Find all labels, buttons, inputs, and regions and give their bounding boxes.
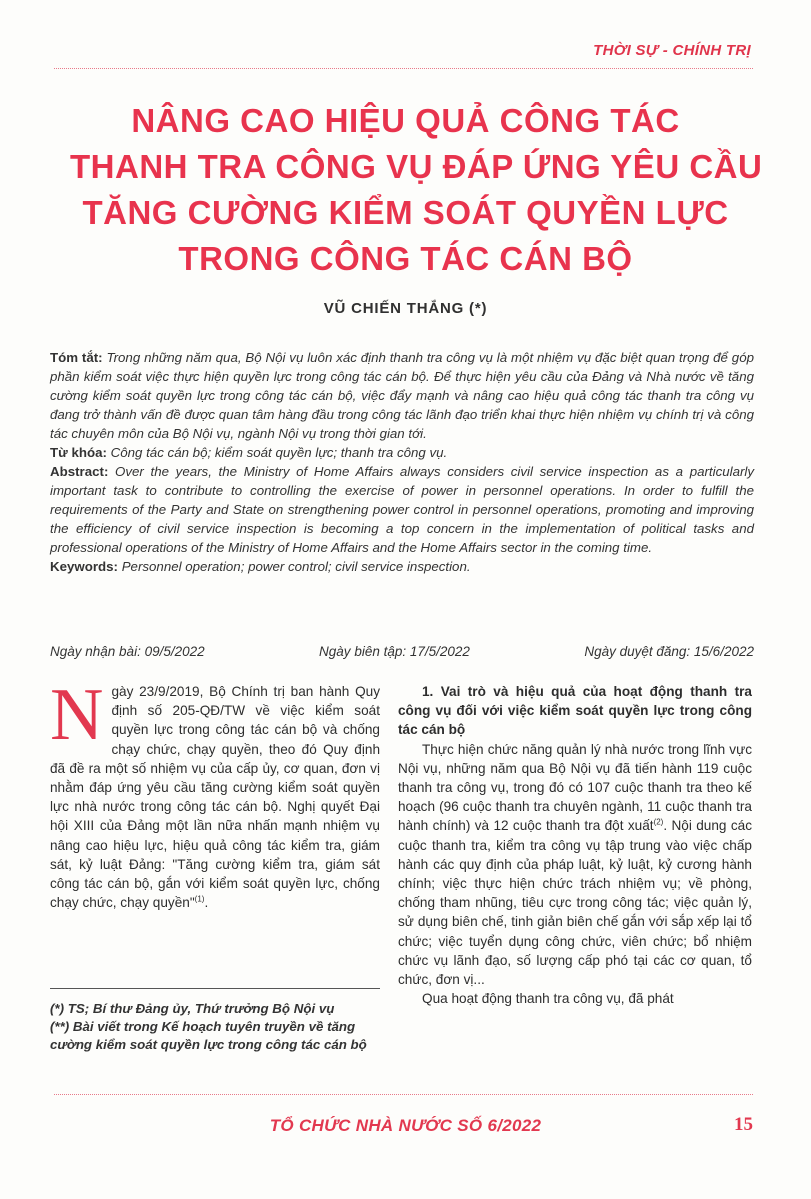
summary-label: Tóm tắt: [50, 350, 103, 365]
footnote-ref: (2) [653, 817, 664, 827]
para1-rest: . Nội dung các cuộc thanh tra, kiểm tra công vụ tập trung vào việc chấp hành các quy định của pháp luật, kỷ luật, kỷ cương hành chính; việc thực hiện chức trách nhiệm vụ; về phòng, chống tham nhũng, tiêu cực trong công tác; việc quản lý, sử dụng biên chế, tinh giản biên chế gắn với sắp xếp lại tổ chức; việc tuyển dụng công chức, viên chức; bổ nhiệm chức vụ lãnh đạo, số lượng cấp phó tại các cơ quan, tổ chức, đơn vị... [398, 818, 752, 988]
keywords-en [50, 557, 754, 576]
title-line: TRONG CÔNG TÁC CÁN BỘ [178, 240, 633, 277]
date-received: Ngày nhận bài: 09/5/2022 [50, 644, 205, 659]
abstract-block [50, 348, 754, 576]
date-approved: Ngày duyệt đăng: 15/6/2022 [584, 644, 754, 659]
summary-vi [50, 348, 754, 443]
right-column [398, 682, 752, 1008]
author: VŨ CHIẾN THẮNG (*) [323, 300, 488, 317]
footnote: (*) TS; Bí thư Đảng ủy, Thứ trưởng Bộ Nội vụ [50, 1001, 335, 1016]
keywords-vi-label: Từ khóa: [50, 445, 107, 460]
article-title [70, 98, 763, 282]
abstract-en [50, 462, 754, 557]
footnote: (**) Bài viết trong Kế hoạch tuyên truyền về tăng cường kiểm soát quyền lực trong công tác cán bộ [50, 1019, 367, 1052]
title-line: TĂNG CƯỜNG KIỂM SOÁT QUYỀN LỰC [82, 194, 729, 231]
bottom-divider [54, 1094, 753, 1095]
body-paragraph: Qua hoạt động thanh tra công vụ, đã phát [422, 991, 674, 1007]
lead-end: . [204, 895, 209, 911]
title-line: THANH TRA CÔNG VỤ ĐÁP ỨNG YÊU CẦU [70, 148, 763, 185]
date-edited: Ngày biên tập: 17/5/2022 [319, 644, 470, 659]
abstract-label: Abstract: [50, 464, 109, 479]
lead-text: gày 23/9/2019, Bộ Chính trị ban hành Quy định số 205-QĐ/TW về việc kiểm soát quyền lực trong công tác cán bộ và chống chạy chức, chạy quyền, theo đó Quy định đã đề ra một số nhiệm vụ của cấp ủy, cơ quan, đơn vị nhằm đáp ứng yêu cầu tăng cường kiểm soát quyền lực nhà nước trong công tác cán bộ. Nghị quyết Đại hội XIII của Đảng một lần nữa nhấn mạnh nhiệm vụ nâng cao hiệu lực, hiệu quả công tác kiểm tra, giám sát, kỷ luật Đảng: "Tăng cường kiểm tra, giám sát công tác cán bộ, gắn với kiểm soát quyền lực, chống chạy chức, chạy quyền" [50, 684, 380, 911]
footnotes [50, 1000, 380, 1054]
top-divider [54, 68, 753, 69]
abstract-text: Over the years, the Ministry of Home Affairs always considers civil service inspection as a particularly important task to contribute to controlling the exercise of power in personnel operations. In order to fulfill the requirements of the Party and State on strengthening power control in personnel operations, promoting and improving the efficiency of civil service inspection is becoming a top concern in the implementation of political tasks and professional operations of the Ministry of Home Affairs and the Home Affairs sector in the coming time. [50, 464, 754, 555]
section-label: THỜI SỰ - CHÍNH TRỊ [593, 42, 751, 59]
title-line: NÂNG CAO HIỆU QUẢ CÔNG TÁC [131, 102, 680, 139]
para1-text: Thực hiện chức năng quản lý nhà nước trong lĩnh vực Nội vụ, những năm qua Bộ Nội vụ đã tiến hành 119 cuộc thanh tra công vụ, trong đó có 107 cuộc thanh tra theo kế hoạch (96 cuộc thanh tra chuyên ngành, 11 cuộc thanh tra hành chính) và 12 cuộc thanh tra đột xuất [398, 741, 752, 834]
publication-footer: TỔ CHỨC NHÀ NƯỚC SỐ 6/2022 [269, 1116, 542, 1135]
keywords-en-text: Personnel operation; power control; civil service inspection. [121, 559, 471, 574]
drop-cap: N [50, 674, 104, 756]
keywords-vi [50, 443, 754, 462]
left-column [50, 674, 380, 912]
dates-row [50, 644, 754, 659]
section-heading: 1. Vai trò và hiệu quả của hoạt động thanh tra công vụ đối với việc kiểm soát quyền lực trong công tác cán bộ [398, 684, 752, 738]
body-paragraph [398, 740, 752, 990]
footnote-ref: (1) [194, 894, 205, 904]
keywords-vi-text: Công tác cán bộ; kiểm soát quyền lực; thanh tra công vụ. [110, 445, 448, 460]
lead-paragraph [50, 674, 380, 912]
footnote-divider [50, 988, 380, 989]
summary-text: Trong những năm qua, Bộ Nội vụ luôn xác định thanh tra công vụ là một nhiệm vụ đặc biệt quan trọng để góp phần kiểm soát việc thực hiện quyền lực trong công tác cán bộ. Để thực hiện yêu cầu của Đảng và Nhà nước về tăng cường kiểm soát quyền lực trong công tác cán bộ, việc đẩy mạnh và nâng cao hiệu quả công tác thanh tra công vụ đang trở thành vấn đề được quan tâm hàng đầu trong công tác lãnh đạo triển khai thực hiện nhiệm vụ chính trị và công tác chuyên môn của Bộ Nội vụ, ngành Nội vụ trong thời gian tới. [50, 350, 754, 441]
page-number: 15 [734, 1114, 753, 1135]
keywords-en-label: Keywords: [50, 559, 118, 574]
